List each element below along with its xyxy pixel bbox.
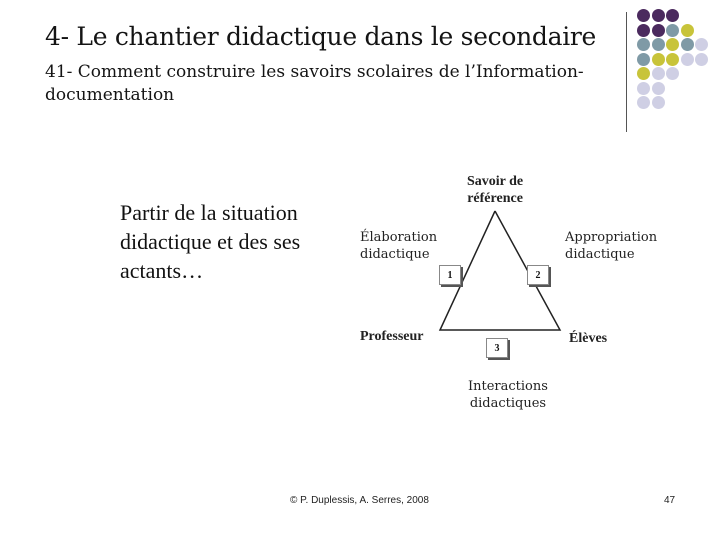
students-label: Élèves (569, 331, 608, 346)
knowledge-reference-label (467, 173, 523, 207)
didactic-elaboration-line2: didactique (360, 247, 430, 262)
didactic-interactions-line2: didactiques (469, 396, 547, 411)
didactic-elaboration-line1: Élaboration (360, 230, 438, 245)
didactic-appropriation-line1: Appropriation (565, 230, 658, 245)
intro-text: Partir de la situation didactique et des ses actants… (120, 200, 301, 283)
number-box-3: 3 (486, 338, 508, 358)
slide-title: 4- Le chantier didactique dans le secondaire (45, 22, 597, 51)
copyright-footer: © P. Duplessis, A. Serres, 2008 (290, 495, 429, 506)
didactic-interactions-line1: Interactions (468, 379, 548, 394)
teacher-label: Professeur (360, 329, 424, 344)
number-box-1: 1 (439, 265, 461, 285)
page-number: 47 (664, 495, 676, 506)
didactic-appropriation-label (565, 229, 657, 263)
didactic-appropriation-line2: didactique (565, 247, 635, 262)
number-box-2: 2 (527, 265, 549, 285)
knowledge-reference-line2: référence (467, 191, 523, 206)
knowledge-reference-line1: Savoir de (467, 174, 524, 189)
didactic-elaboration-label (360, 229, 437, 263)
didactic-interactions-label (468, 378, 548, 412)
slide-subtitle: 41- Comment construire les savoirs scolaires de l’Information-documentation (45, 62, 584, 105)
